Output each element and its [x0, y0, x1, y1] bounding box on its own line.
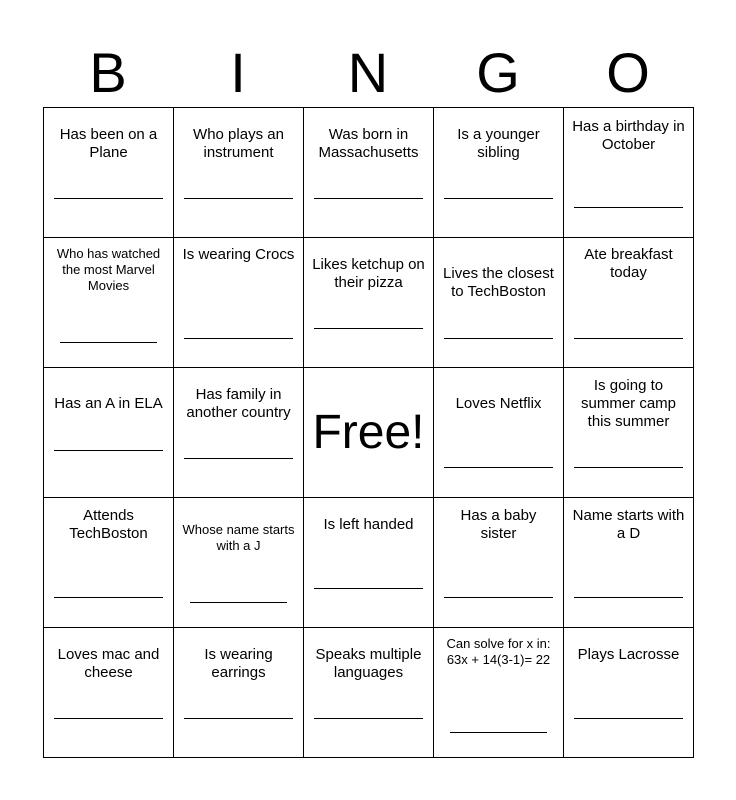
- signature-line: [60, 342, 157, 343]
- bingo-cell[interactable]: [174, 368, 304, 498]
- cell-text: Whose name starts with a J: [182, 522, 295, 553]
- cell-text: Has a baby sister: [460, 507, 537, 542]
- cell-text: Name starts with a D: [572, 507, 685, 542]
- cell-text: Has an A in ELA: [54, 395, 163, 412]
- signature-line: [574, 597, 683, 598]
- signature-line: [444, 467, 553, 468]
- free-space-label: Free!: [312, 405, 425, 459]
- header-letter-n: N: [347, 41, 389, 104]
- bingo-cell[interactable]: [564, 498, 694, 628]
- bingo-cell[interactable]: [564, 368, 694, 498]
- header-letter-b: B: [89, 41, 127, 104]
- cell-text: Is wearing earrings: [204, 646, 273, 681]
- cell-text: Who has watched the most Marvel Movies: [56, 246, 161, 293]
- signature-line: [450, 732, 547, 733]
- signature-line: [574, 718, 683, 719]
- cell-text: Was born in Massachusetts: [318, 126, 419, 161]
- bingo-cell[interactable]: [174, 498, 304, 628]
- bingo-cell[interactable]: [44, 238, 174, 368]
- cell-text: Can solve for x in:: [446, 636, 551, 651]
- bingo-cell[interactable]: [44, 628, 174, 758]
- signature-line: [184, 198, 293, 199]
- cell-text: Likes ketchup on their pizza: [312, 256, 425, 291]
- cell-text: Lives the closest to TechBoston: [443, 265, 554, 300]
- bingo-cell[interactable]: [174, 628, 304, 758]
- cell-text: Loves Netflix: [455, 395, 542, 412]
- bingo-grid: [43, 107, 694, 758]
- header-letter-g: G: [476, 41, 520, 104]
- cell-text: Ate breakfast today: [584, 246, 673, 281]
- signature-line: [54, 450, 163, 451]
- cell-text: Loves mac and cheese: [57, 646, 160, 681]
- signature-line: [184, 338, 293, 339]
- cell-text: Who plays an instrument: [193, 126, 284, 161]
- signature-line: [314, 328, 423, 329]
- signature-line: [444, 338, 553, 339]
- bingo-cell[interactable]: [564, 108, 694, 238]
- signature-line: [190, 602, 287, 603]
- signature-line: [444, 198, 553, 199]
- cell-text: Has family in another country: [186, 386, 291, 421]
- bingo-cell[interactable]: [304, 628, 434, 758]
- bingo-cell[interactable]: [434, 368, 564, 498]
- bingo-cell[interactable]: [44, 498, 174, 628]
- signature-line: [444, 597, 553, 598]
- equation-text: 63x + 14(3-1)= 22: [446, 652, 551, 667]
- bingo-cell[interactable]: [564, 628, 694, 758]
- cell-text: Has a birthday in October: [572, 118, 685, 153]
- header-letter-i: I: [230, 41, 246, 104]
- signature-line: [54, 597, 163, 598]
- cell-text: Is wearing Crocs: [182, 246, 295, 263]
- cell-text: Speaks multiple languages: [315, 646, 422, 681]
- cell-text: Is left handed: [323, 516, 414, 533]
- signature-line: [184, 458, 293, 459]
- bingo-cell[interactable]: [304, 238, 434, 368]
- bingo-header: [43, 40, 694, 106]
- cell-text: Has been on a Plane: [59, 126, 158, 161]
- bingo-cell[interactable]: [564, 238, 694, 368]
- signature-line: [574, 207, 683, 208]
- header-letter-o: O: [606, 41, 650, 104]
- bingo-cell[interactable]: [434, 498, 564, 628]
- bingo-cell[interactable]: [44, 108, 174, 238]
- signature-line: [314, 588, 423, 589]
- cell-text: Is going to summer camp this summer: [580, 377, 677, 430]
- signature-line: [314, 718, 423, 719]
- bingo-cell[interactable]: [304, 498, 434, 628]
- signature-line: [54, 718, 163, 719]
- signature-line: [574, 467, 683, 468]
- bingo-cell[interactable]: [434, 238, 564, 368]
- cell-text: Is a younger sibling: [457, 126, 540, 161]
- cell-text: Plays Lacrosse: [577, 646, 680, 663]
- signature-line: [574, 338, 683, 339]
- bingo-cell[interactable]: [174, 108, 304, 238]
- bingo-cell[interactable]: [44, 368, 174, 498]
- bingo-cell[interactable]: [304, 108, 434, 238]
- signature-line: [184, 718, 293, 719]
- bingo-cell[interactable]: [434, 628, 564, 758]
- bingo-cell[interactable]: [434, 108, 564, 238]
- signature-line: [314, 198, 423, 199]
- bingo-cell[interactable]: [174, 238, 304, 368]
- cell-text: Attends TechBoston: [69, 507, 148, 542]
- signature-line: [54, 198, 163, 199]
- free-space[interactable]: [304, 368, 434, 498]
